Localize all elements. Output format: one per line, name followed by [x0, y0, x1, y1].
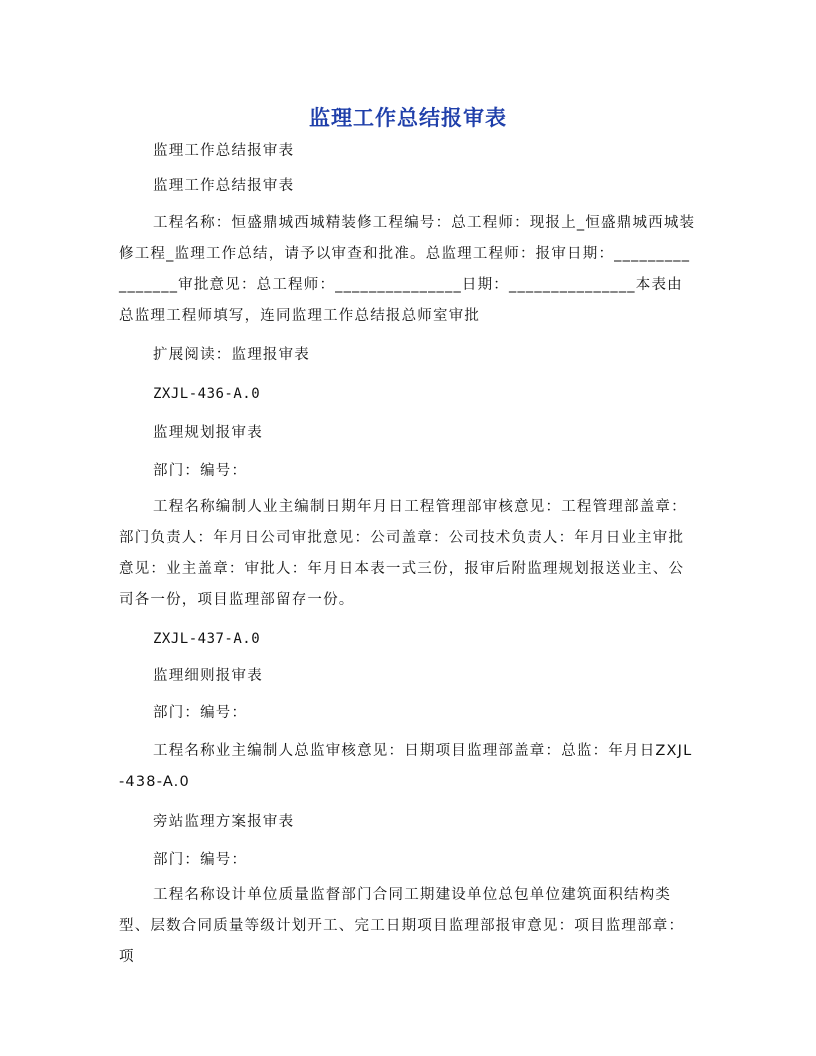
department-number-line: 部门：编号： [153, 705, 248, 721]
form-code-437: ZXJL-437-A.0 [153, 631, 261, 647]
paragraph-subtitle-2: 监理工作总结报审表 [153, 178, 295, 194]
paragraph-plan-approval: 工程名称编制人业主编制日期年月日工程管理部审核意见：工程管理部盖章：部门负责人：年月日公司审批意见：公司盖章：公司技术负责人：年月日业主审批意见：业主盖章：审批人：年月日本表一式三份，报审后附监理规划报送业主、公司各一份，项目监理部留存一份。 [119, 499, 687, 608]
section-heading-supervision: 旁站监理方案报审表 [153, 814, 295, 830]
form-code-436: ZXJL-436-A.0 [153, 386, 261, 402]
paragraph-subtitle-1: 监理工作总结报审表 [153, 143, 295, 159]
department-number-line: 部门：编号： [153, 852, 248, 868]
paragraph-project-info: 工程名称：恒盛鼎城西城精装修工程编号：总工程师：现报上_恒盛鼎城西城装修工程_监理工作总结，请予以审查和批准。总监理工程师：报审日期：________________审批意见：总工程师：_______________日期：_______________本表由总监理工程师填写，连同监理工作总结报总师室审批 [119, 215, 696, 324]
paragraph-details-approval: 工程名称业主编制人总监审核意见：日期项目监理部盖章：总监：年月日ZXJL-438-A.0 [119, 743, 693, 790]
section-heading-details: 监理细则报审表 [153, 668, 263, 684]
department-number-line: 部门：编号： [153, 463, 248, 479]
section-heading-plan: 监理规划报审表 [153, 425, 263, 441]
document-title: 监理工作总结报审表 [309, 105, 507, 130]
paragraph-supervision-approval: 工程名称设计单位质量监督部门合同工期建设单位总包单位建筑面积结构类型、层数合同质量等级计划开工、完工日期项目监理部报审意见：项目监理部章：项 [119, 887, 685, 965]
paragraph-extended-reading: 扩展阅读：监理报审表 [153, 347, 310, 363]
